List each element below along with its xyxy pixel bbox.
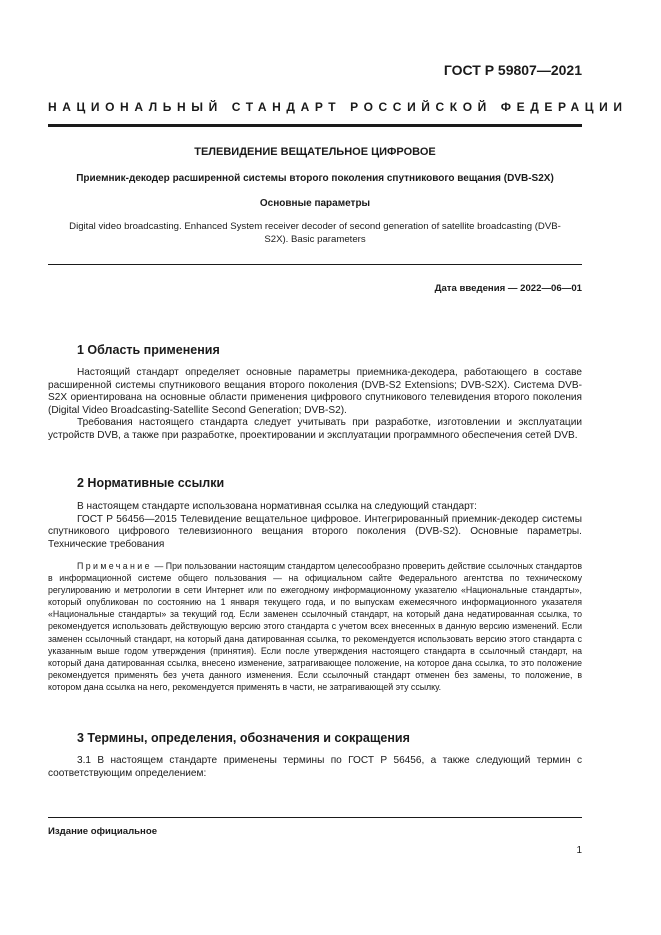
- standard-title: НАЦИОНАЛЬНЫЙ СТАНДАРТ РОССИЙСКОЙ ФЕДЕРАЦИИ: [48, 100, 628, 114]
- paragraph: В настоящем стандарте использована нормативная ссылка на следующий стандарт:: [77, 501, 477, 512]
- section-body-scope: [48, 367, 582, 443]
- paragraph: Настоящий стандарт определяет основные параметры приемника-декодера, работающего в составе расширенной системы спутникового вещания второго поколения (DVB-S2 Extensions; DVB-S2X). Система DVB-S2X ориентирована на основные области применения цифрового спутникового телевидения второго поколения (Digital Video Broadcasting-Satellite Second Generation; DVB-S2).: [48, 367, 582, 416]
- section-heading-references: 2 Нормативные ссылки: [77, 476, 225, 490]
- document-title: ТЕЛЕВИДЕНИЕ ВЕЩАТЕЛЬНОЕ ЦИФРОВОЕ: [194, 146, 436, 158]
- document-subtitle: Приемник-декодер расширенной системы второго поколения спутникового вещания (DVB-S2X): [76, 173, 554, 184]
- header-divider: [48, 124, 582, 127]
- section-body-terms: [48, 755, 582, 780]
- document-params-title: Основные параметры: [259, 198, 371, 209]
- document-code: ГОСТ Р 59807—2021: [443, 62, 582, 78]
- note-paragraph: [48, 560, 582, 693]
- note-block: [48, 560, 582, 693]
- paragraph: ГОСТ Р 56456—2015 Телевидение вещательное цифровое. Интегрированный приемник-декодер системы спутникового цифрового телевизионного вещания второго поколения (DVB-S2). Основные параметры. Технические требования: [48, 513, 582, 550]
- paragraph: 3.1 В настоящем стандарте применены термины по ГОСТ Р 56456, а также следующий термин с соответствующим определением:: [48, 755, 582, 779]
- paragraph: Требования настоящего стандарта следует учитывать при разработке, изготовлении и эксплуатации устройств DVB, а также при разработке, проектировании и эксплуатации программного обеспечения сетей DVB.: [48, 417, 582, 441]
- note-label: Примечание: [77, 561, 152, 571]
- section-heading-terms: 3 Термины, определения, обозначения и сокращения: [77, 731, 410, 745]
- english-title: Digital video broadcasting. Enhanced System receiver decoder of second generation of satellite broadcasting (DVB-S2X). Basic parameters: [69, 221, 561, 245]
- page-number: 1: [576, 845, 582, 856]
- note-text: — При пользовании настоящим стандартом целесообразно проверить действие ссылочных стандартов в информационной системе общего пользования — на официальном сайте Федерального агентства по техническому регулированию и метрологии в сети Интернет или по ежегодному информационному указателю «Национальные стандарты», который опубликован по состоянию на 1 января текущего года, и по выпускам ежемесячного информационного указателя «Национальные стандарты» за текущий год. Если заменен ссылочный стандарт, на который дана недатированная ссылка, то рекомендуется использовать действующую версию этого стандарта с учетом всех внесенных в данную версию изменений. Если заменен ссылочный стандарт, на который дана датированная ссылка, то рекомендуется использовать версию этого стандарта с указанным выше годом утверждения (принятия). Если после утверждения настоящего стандарта в ссылочный стандарт, на который дана датированная ссылка, внесено изменение, затрагивающее положение, на которое дана ссылка, то это положение рекомендуется применять без учета данного изменения. Если ссылочный стандарт отменен без замены, то положение, в котором дана ссылка на него, рекомендуется применять в части, не затрагивающей эту ссылку.: [48, 561, 582, 692]
- title-divider: [48, 264, 582, 265]
- section-heading-scope: 1 Область применения: [77, 343, 220, 357]
- footer-divider: [48, 817, 582, 818]
- section-body-references: [48, 501, 582, 551]
- edition-label: Издание официальное: [48, 826, 158, 837]
- introduction-date: Дата введения — 2022—06—01: [434, 283, 582, 294]
